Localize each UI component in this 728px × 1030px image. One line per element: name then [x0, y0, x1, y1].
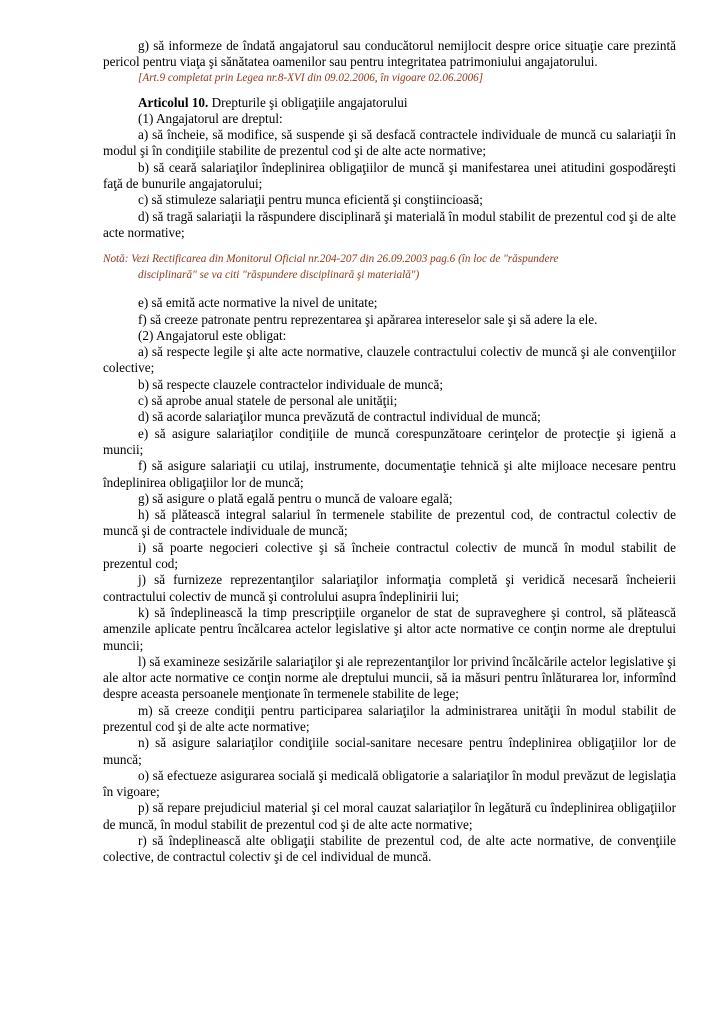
right-e: e) să emită acte normative la nivel de unitate;: [138, 295, 378, 311]
spacer: [103, 85, 676, 95]
article-10-subtitle: Drepturile şi obligaţiile angajatorului: [208, 94, 408, 110]
obligation-d: d) să acorde salariaţilor munca prevăzută de contractul individual de muncă;: [138, 409, 541, 425]
obligation-j: j) să furnizeze reprezentanţilor salariaţilor informaţia completă şi veridică necesară încheierii contractului colectiv de muncă şi controlului asupra îndeplinirii lui;: [103, 572, 676, 604]
section-1-intro: (1) Angajatorul are dreptul:: [138, 110, 283, 126]
obligation-e: e) să asigure salariaţilor condiţiile de muncă corespunzătoare cerinţelor de protecţie şi igienă a muncii;: [103, 425, 676, 457]
amendment-note-art9: [Art.9 completat prin Legea nr.8-XVI din 09.02.2006, în vigoare 02.06.2006]: [138, 71, 484, 84]
paragraph-g-previous: g) să informeze de îndată angajatorul sau conducătorul nemijlocit despre orice situaţie care prezintă pericol pentru viaţa şi sănătatea oamenilor sau pentru integritatea patrimoniului angajatorului.: [103, 38, 676, 70]
obligation-l: l) să examineze sesizările salariaţilor şi ale reprezentanţilor lor privind încălcările actelor legislative şi ale altor acte normative ce conţin norme ale dreptului muncii, să ia măsuri pentru înlăturarea lor, informînd despre aceasta persoanele menţionate în termenele stabilite de lege;: [103, 653, 676, 702]
obligation-c: c) să aprobe anual statele de personal ale unităţii;: [138, 393, 398, 409]
obligation-b: b) să respecte clauzele contractelor individuale de muncă;: [138, 376, 443, 392]
note-line-2: disciplinară" se va citi "răspundere disciplinară şi materială"): [138, 269, 420, 282]
obligation-p: p) să repare prejudiciul material şi cel moral cauzat salariaţilor în legătură cu îndeplinirea obligaţiilor de muncă, în modul stabilit de prezentul cod şi de alte acte normative;: [103, 800, 676, 832]
right-d: d) să tragă salariaţii la răspundere disciplinară şi materială în modul stabilit de prezentul cod şi de alte acte normative;: [103, 208, 676, 240]
section-2-intro: (2) Angajatorul este obligat:: [138, 327, 287, 343]
obligation-k: k) să îndeplinească la timp prescripţiile organelor de stat de supraveghere şi control, să plătească amenzile aplicate pentru încălcarea actelor legislative şi altor acte normative ce conţin norme ale dreptului muncii;: [103, 604, 676, 653]
spacer: [103, 241, 676, 251]
article-10-title: Articolul 10.: [138, 94, 209, 110]
right-c: c) să stimuleze salariaţii pentru munca eficientă şi conştiincioasă;: [138, 192, 483, 208]
obligation-a: a) să respecte legile şi alte acte normative, clauzele contractului colectiv de muncă şi ale convenţiilor colective;: [103, 344, 676, 376]
right-a: a) să încheie, să modifice, să suspende şi să desfacă contractele individuale de muncă cu salariaţii în modul şi în condiţiile stabilite de prezentul cod şi de alte acte normative;: [103, 127, 676, 159]
obligation-h: h) să plătească integral salariul în termenele stabilite de prezentul cod, de contractul colectiv de muncă şi de contractele individuale de muncă;: [103, 507, 676, 539]
right-f: f) să creeze patronate pentru reprezentarea şi apărarea intereselor sale şi să adere la ele.: [138, 311, 598, 327]
right-b: b) să ceară salariaţilor îndeplinirea obligaţiilor de muncă şi manifestarea unei atitudini gospodăreşti faţă de bunurile angajatorului;: [103, 159, 676, 192]
article-10-heading: [103, 95, 676, 111]
obligation-i: i) să poarte negocieri colective şi să încheie contractul colectiv de muncă în modul stabilit de prezentul cod;: [103, 539, 676, 572]
obligation-m: m) să creeze condiţii pentru participarea salariaţilor la administrarea unităţii în modul stabilit de prezentul cod şi de alte acte normative;: [103, 702, 676, 734]
obligation-f: f) să asigure salariaţii cu utilaj, instrumente, documentaţie tehnică şi alte mijloace necesare pentru îndeplinirea obligaţiilor lor de muncă;: [103, 458, 676, 490]
document-body: [103, 38, 676, 866]
obligation-g: g) să asigure o plată egală pentru o muncă de valoare egală;: [138, 490, 453, 506]
spacer: [103, 283, 676, 295]
rectification-note: [103, 251, 676, 283]
obligation-n: n) să asigure salariaţilor condiţiile social-sanitare necesare pentru îndeplinirea obligaţiilor lor de muncă;: [103, 735, 676, 767]
obligation-o: o) să efectueze asigurarea socială şi medicală obligatorie a salariaţilor în modul prevăzut de legislaţia în vigoare;: [103, 767, 676, 800]
note-line-1: Notă: Vezi Rectificarea din Monitorul Oficial nr.204-207 din 26.09.2003 pag.6 (în loc de "răspundere: [103, 253, 559, 266]
obligation-r: r) să îndeplinească alte obligaţii stabilite de prezentul cod, de alte acte normative, de convenţiile colective, de contractul colectiv şi de cel individual de muncă.: [103, 833, 676, 865]
